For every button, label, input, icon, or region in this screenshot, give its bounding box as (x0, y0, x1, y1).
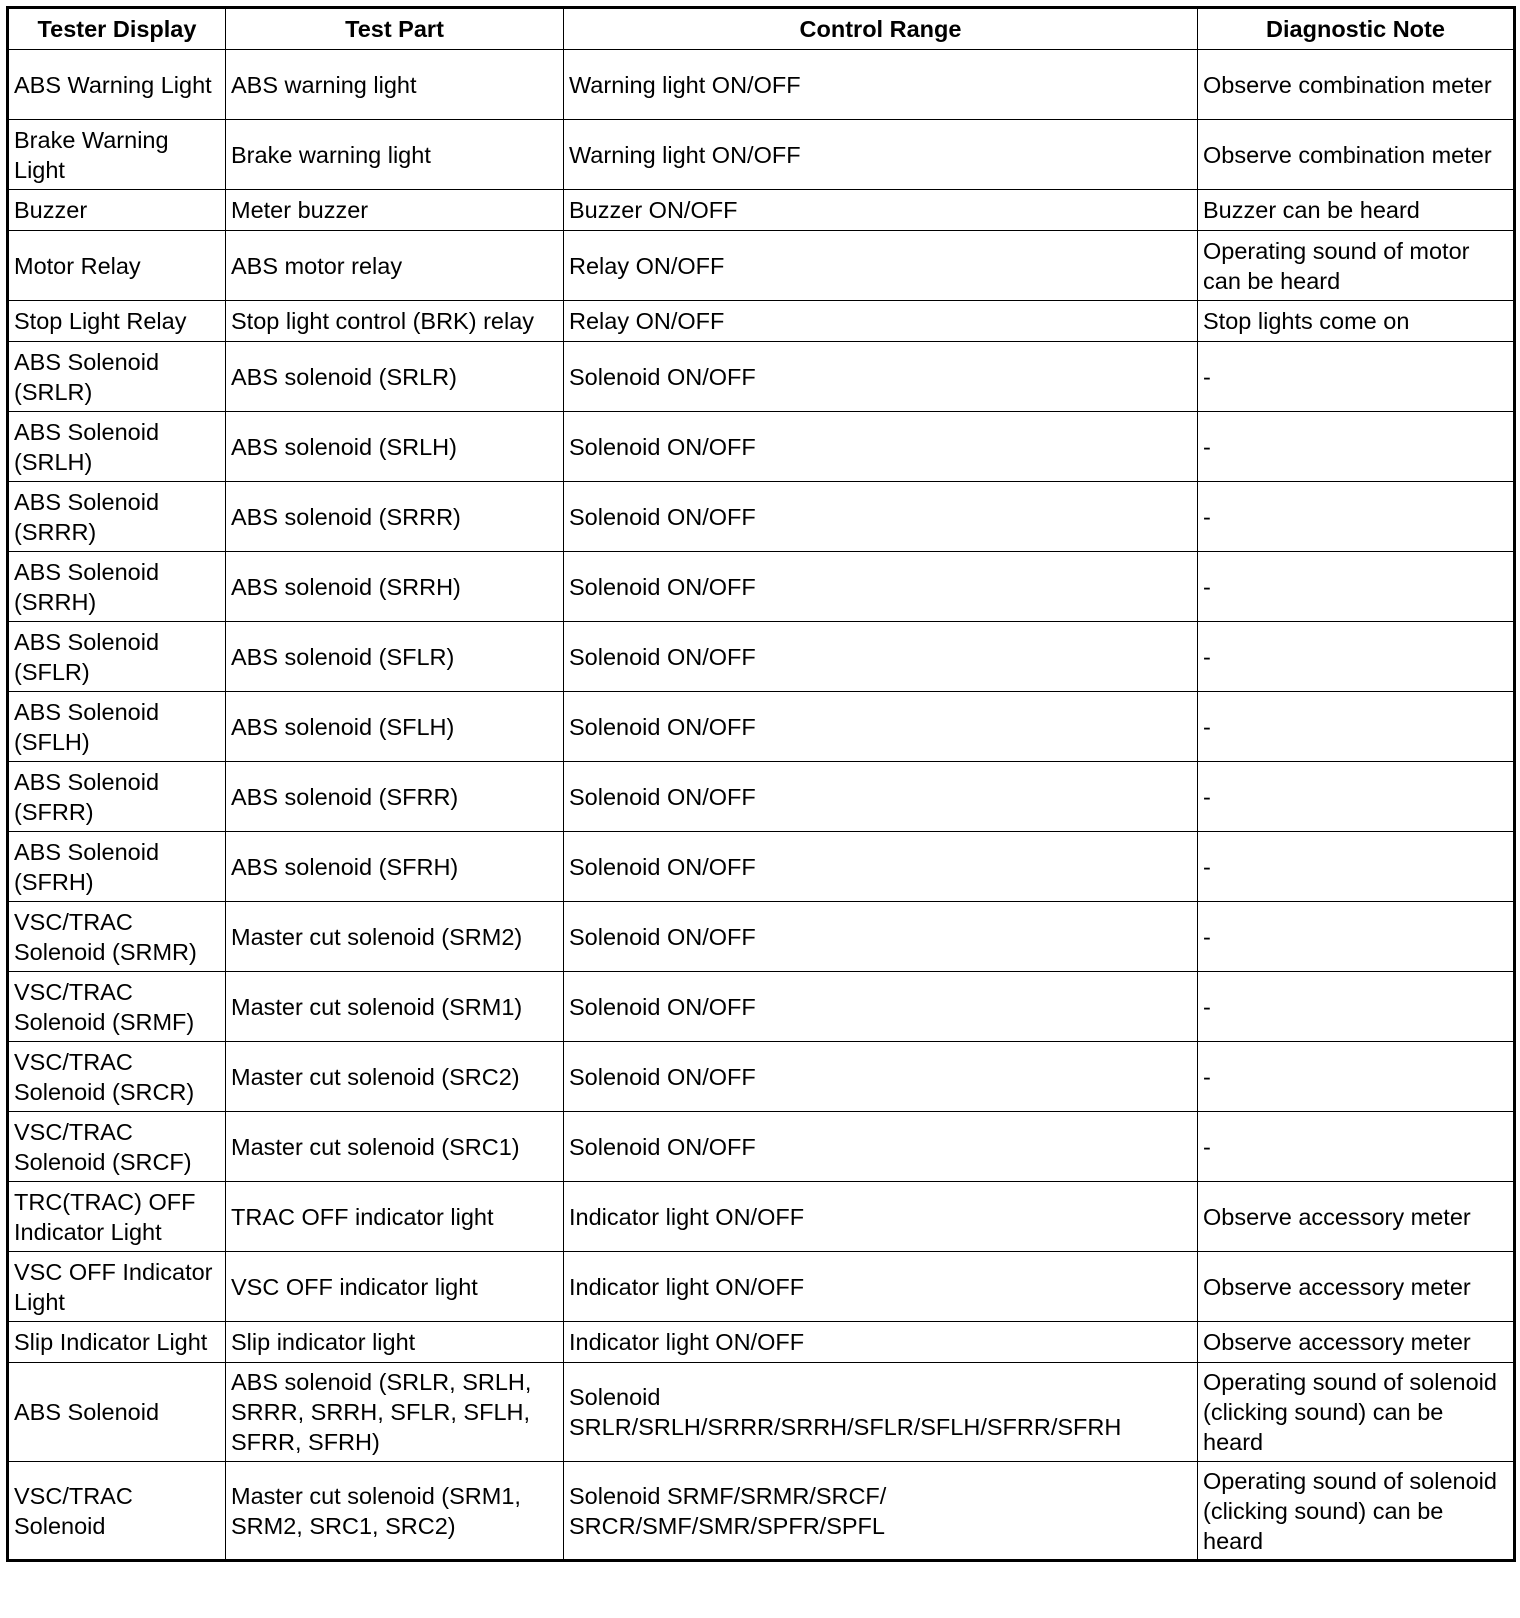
control-range-cell: Solenoid ON/OFF (564, 622, 1198, 692)
column-header-test-part: Test Part (226, 8, 564, 50)
tester-display-cell: ABS Solenoid (SFRH) (8, 832, 226, 902)
column-header-diagnostic-note: Diagnostic Note (1198, 8, 1515, 50)
table-row (8, 1462, 1515, 1561)
test-part-cell: ABS warning light (226, 50, 564, 120)
table-row (8, 902, 1515, 972)
tester-display-cell: ABS Solenoid (8, 1363, 226, 1462)
diagnostic-note-cell: Observe accessory meter (1198, 1182, 1515, 1252)
diagnostic-note-cell: - (1198, 1112, 1515, 1182)
control-range-cell: Solenoid ON/OFF (564, 762, 1198, 832)
diagnostic-note-cell: Stop lights come on (1198, 301, 1515, 342)
test-part-cell: Stop light control (BRK) relay (226, 301, 564, 342)
control-range-cell: Buzzer ON/OFF (564, 190, 1198, 231)
control-range-cell: Warning light ON/OFF (564, 120, 1198, 190)
control-range-cell: Solenoid ON/OFF (564, 412, 1198, 482)
tester-display-cell: Brake Warning Light (8, 120, 226, 190)
diagnostic-note-cell: Observe combination meter (1198, 50, 1515, 120)
tester-display-cell: VSC/TRAC Solenoid (8, 1462, 226, 1561)
tester-display-cell: ABS Solenoid (SFLH) (8, 692, 226, 762)
control-range-cell: Warning light ON/OFF (564, 50, 1198, 120)
tester-display-cell: Buzzer (8, 190, 226, 231)
table-row (8, 231, 1515, 301)
table-row (8, 50, 1515, 120)
tester-display-cell: Slip Indicator Light (8, 1322, 226, 1363)
table-row (8, 342, 1515, 412)
control-range-cell: Solenoid SRLR/SRLH/SRRR/SRRH/SFLR/SFLH/SFRR/SFRH (564, 1363, 1198, 1462)
diagnostic-note-cell: - (1198, 832, 1515, 902)
diagnostic-note-cell: Observe accessory meter (1198, 1322, 1515, 1363)
active-test-sheet (6, 6, 1516, 1562)
table-row (8, 832, 1515, 902)
diagnostic-note-cell: Operating sound of solenoid (clicking sound) can be heard (1198, 1462, 1515, 1561)
table-row (8, 1252, 1515, 1322)
test-part-cell: ABS solenoid (SRRR) (226, 482, 564, 552)
test-part-cell: ABS motor relay (226, 231, 564, 301)
diagnostic-note-cell: - (1198, 902, 1515, 972)
tester-display-cell: VSC/TRAC Solenoid (SRCR) (8, 1042, 226, 1112)
table-row (8, 692, 1515, 762)
active-test-table (6, 6, 1516, 1562)
test-part-cell: ABS solenoid (SRLR) (226, 342, 564, 412)
control-range-cell: Solenoid ON/OFF (564, 972, 1198, 1042)
table-row (8, 1042, 1515, 1112)
tester-display-cell: VSC/TRAC Solenoid (SRCF) (8, 1112, 226, 1182)
table-row (8, 482, 1515, 552)
control-range-cell: Solenoid ON/OFF (564, 902, 1198, 972)
test-part-cell: TRAC OFF indicator light (226, 1182, 564, 1252)
tester-display-cell: ABS Solenoid (SRLR) (8, 342, 226, 412)
control-range-cell: Solenoid ON/OFF (564, 832, 1198, 902)
control-range-cell: Solenoid ON/OFF (564, 1112, 1198, 1182)
diagnostic-note-cell: - (1198, 552, 1515, 622)
test-part-cell: Brake warning light (226, 120, 564, 190)
test-part-cell: ABS solenoid (SFLH) (226, 692, 564, 762)
column-header-tester-display: Tester Display (8, 8, 226, 50)
tester-display-cell: Stop Light Relay (8, 301, 226, 342)
test-part-cell: Master cut solenoid (SRC1) (226, 1112, 564, 1182)
test-part-cell: Meter buzzer (226, 190, 564, 231)
tester-display-cell: ABS Solenoid (SRRH) (8, 552, 226, 622)
tester-display-cell: VSC/TRAC Solenoid (SRMF) (8, 972, 226, 1042)
diagnostic-note-cell: Buzzer can be heard (1198, 190, 1515, 231)
table-row (8, 622, 1515, 692)
diagnostic-note-cell: - (1198, 972, 1515, 1042)
table-row (8, 552, 1515, 622)
table-row (8, 762, 1515, 832)
test-part-cell: ABS solenoid (SFRR) (226, 762, 564, 832)
table-body (8, 50, 1515, 1561)
table-row (8, 301, 1515, 342)
diagnostic-note-cell: - (1198, 412, 1515, 482)
tester-display-cell: ABS Solenoid (SRLH) (8, 412, 226, 482)
table-row (8, 1322, 1515, 1363)
tester-display-cell: Motor Relay (8, 231, 226, 301)
column-header-control-range: Control Range (564, 8, 1198, 50)
table-row (8, 1112, 1515, 1182)
control-range-cell: Relay ON/OFF (564, 301, 1198, 342)
control-range-cell: Solenoid ON/OFF (564, 552, 1198, 622)
tester-display-cell: VSC/TRAC Solenoid (SRMR) (8, 902, 226, 972)
diagnostic-note-cell: Observe accessory meter (1198, 1252, 1515, 1322)
tester-display-cell: ABS Solenoid (SFLR) (8, 622, 226, 692)
test-part-cell: ABS solenoid (SRLH) (226, 412, 564, 482)
test-part-cell: Slip indicator light (226, 1322, 564, 1363)
control-range-cell: Solenoid ON/OFF (564, 342, 1198, 412)
test-part-cell: Master cut solenoid (SRM2) (226, 902, 564, 972)
test-part-cell: ABS solenoid (SFRH) (226, 832, 564, 902)
diagnostic-note-cell: - (1198, 762, 1515, 832)
tester-display-cell: TRC(TRAC) OFF Indicator Light (8, 1182, 226, 1252)
test-part-cell: Master cut solenoid (SRM1) (226, 972, 564, 1042)
table-row (8, 1363, 1515, 1462)
control-range-cell: Solenoid SRMF/SRMR/SRCF/ SRCR/SMF/SMR/SPFR/SPFL (564, 1462, 1198, 1561)
test-part-cell: ABS solenoid (SRLR, SRLH, SRRR, SRRH, SFLR, SFLH, SFRR, SFRH) (226, 1363, 564, 1462)
tester-display-cell: ABS Warning Light (8, 50, 226, 120)
control-range-cell: Solenoid ON/OFF (564, 1042, 1198, 1112)
diagnostic-note-cell: - (1198, 692, 1515, 762)
test-part-cell: VSC OFF indicator light (226, 1252, 564, 1322)
test-part-cell: Master cut solenoid (SRC2) (226, 1042, 564, 1112)
table-row (8, 412, 1515, 482)
control-range-cell: Indicator light ON/OFF (564, 1182, 1198, 1252)
test-part-cell: ABS solenoid (SRRH) (226, 552, 564, 622)
table-row (8, 1182, 1515, 1252)
tester-display-cell: VSC OFF Indicator Light (8, 1252, 226, 1322)
tester-display-cell: ABS Solenoid (SFRR) (8, 762, 226, 832)
diagnostic-note-cell: - (1198, 1042, 1515, 1112)
table-header (8, 8, 1515, 50)
table-row (8, 120, 1515, 190)
header-row (8, 8, 1515, 50)
diagnostic-note-cell: Operating sound of solenoid (clicking sound) can be heard (1198, 1363, 1515, 1462)
diagnostic-note-cell: - (1198, 622, 1515, 692)
table-row (8, 190, 1515, 231)
control-range-cell: Solenoid ON/OFF (564, 692, 1198, 762)
control-range-cell: Indicator light ON/OFF (564, 1322, 1198, 1363)
diagnostic-note-cell: Observe combination meter (1198, 120, 1515, 190)
control-range-cell: Indicator light ON/OFF (564, 1252, 1198, 1322)
test-part-cell: Master cut solenoid (SRM1, SRM2, SRC1, SRC2) (226, 1462, 564, 1561)
diagnostic-note-cell: - (1198, 342, 1515, 412)
test-part-cell: ABS solenoid (SFLR) (226, 622, 564, 692)
control-range-cell: Relay ON/OFF (564, 231, 1198, 301)
diagnostic-note-cell: - (1198, 482, 1515, 552)
diagnostic-note-cell: Operating sound of motor can be heard (1198, 231, 1515, 301)
control-range-cell: Solenoid ON/OFF (564, 482, 1198, 552)
tester-display-cell: ABS Solenoid (SRRR) (8, 482, 226, 552)
table-row (8, 972, 1515, 1042)
